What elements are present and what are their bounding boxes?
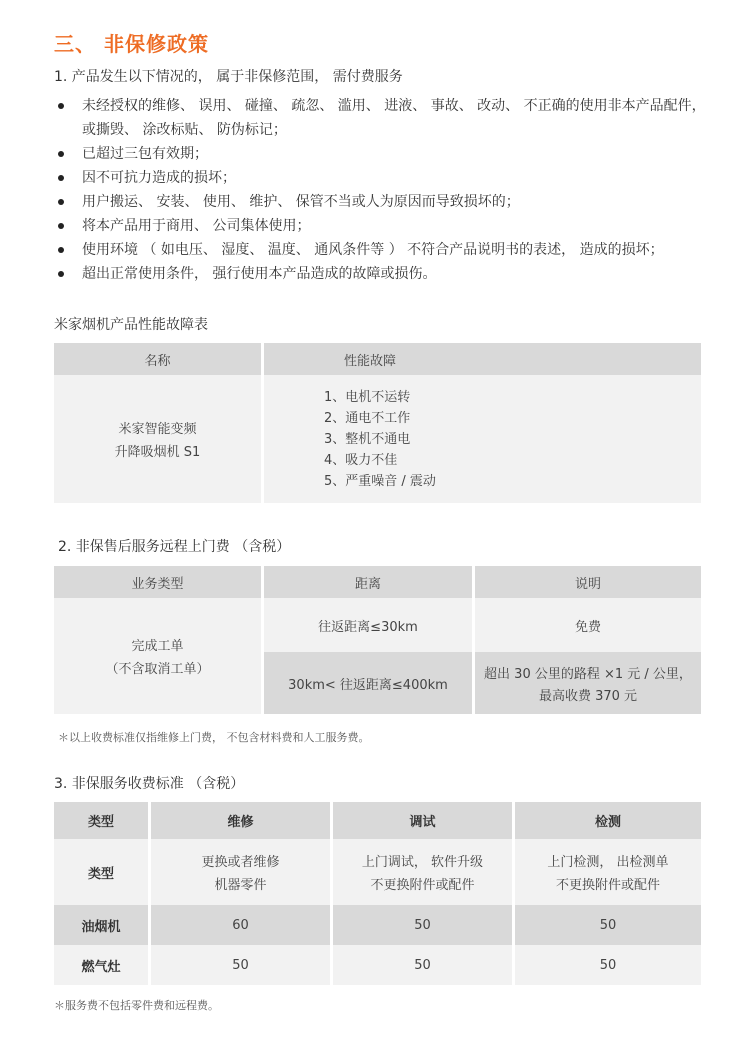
price-cell: 50 (333, 905, 512, 945)
note-line: 超出 30 公里的路程 ×1 元 / 公里， (484, 666, 692, 682)
row-label: 类型 (54, 839, 148, 905)
desc-line: 不更换附件或配件 (555, 878, 660, 893)
fault-table-heading: 米家烟机产品性能故障表 (54, 317, 208, 333)
price-cell: 60 (151, 905, 330, 945)
service-type-line: 完成工单 (131, 639, 184, 654)
debug-desc-cell (333, 839, 512, 905)
list-item-text: 未经授权的维修、 误用、 碰撞、 疏忽、 滥用、 进液、 事故、 改动、 不正确的使用非本产品配件， 或撕毁、 涂改标贴、 防伪标记； (82, 98, 706, 138)
table-header: 名称 (54, 343, 261, 375)
table-header: 说明 (475, 566, 701, 598)
distance-cell: 往返距离≤30km (264, 598, 472, 652)
list-item (54, 262, 714, 286)
list-item (54, 166, 714, 190)
price-cell: 50 (151, 945, 330, 985)
desc-line: 不更换附件或配件 (370, 878, 475, 893)
list-item-text: 使用环境 （ 如电压、 湿度、 温度、 通风条件等 ） 不符合产品说明书的表述， 造成的损坏； (82, 242, 664, 258)
table-header: 距离 (264, 566, 472, 598)
service-fee-heading: 3. 非保服务收费标准 （含税） (54, 776, 245, 792)
bullet-icon (58, 103, 64, 109)
row-label: 燃气灶 (54, 945, 148, 985)
fault-item: 1、电机不运转 (324, 389, 411, 405)
fault-item: 4、吸力不佳 (324, 452, 398, 468)
price-cell: 50 (333, 945, 512, 985)
bullet-icon (58, 247, 64, 253)
non-warranty-intro: 1. 产品发生以下情况的， 属于非保修范围， 需付费服务 (54, 69, 403, 85)
note-cell (475, 652, 701, 714)
list-item-text: 超出正常使用条件， 强行使用本产品造成的故障或损伤。 (82, 266, 437, 282)
fault-item: 3、整机不通电 (324, 431, 411, 447)
bullet-icon (58, 151, 64, 157)
list-item-text: 将本产品用于商用、 公司集体使用； (82, 218, 311, 234)
table-header: 维修 (151, 802, 330, 839)
desc-line: 上门检测， 出检测单 (547, 855, 669, 870)
list-item-text: 用户搬运、 安装、 使用、 维护、 保管不当或人为原因而导致损坏的； (82, 194, 520, 210)
bullet-icon (58, 175, 64, 181)
section-title: 三、 非保修政策 (54, 32, 209, 56)
list-item-text: 因不可抗力造成的损坏； (82, 170, 236, 186)
list-item (54, 94, 714, 142)
bullet-icon (58, 271, 64, 277)
list-item (54, 190, 714, 214)
product-name-line: 米家智能变频 (118, 422, 197, 437)
list-item (54, 238, 714, 262)
fault-list-cell (264, 375, 701, 503)
service-type-cell (54, 598, 261, 714)
list-item (54, 214, 714, 238)
service-type-line: （不含取消工单） (105, 662, 210, 677)
test-desc-cell (515, 839, 701, 905)
non-warranty-list (54, 94, 714, 286)
desc-line: 更换或者维修 (201, 855, 280, 870)
service-fee-footnote: ＊服务费不包括零件费和远程费。 (54, 999, 219, 1012)
note-cell: 免费 (475, 598, 701, 652)
note-line: 最高收费 370 元 (538, 688, 638, 704)
repair-desc-cell (151, 839, 330, 905)
fault-item: 2、通电不工作 (324, 410, 411, 426)
desc-line: 上门调试， 软件升级 (361, 855, 484, 870)
bullet-icon (58, 199, 64, 205)
fault-item: 5、严重噪音 / 震动 (324, 473, 436, 489)
product-name-cell (54, 375, 261, 503)
distance-cell: 30km< 往返距离≤400km (264, 652, 472, 714)
table-header: 性能故障 (264, 343, 701, 375)
remote-fee-heading: 2. 非保售后服务远程上门费 （含税） (58, 539, 291, 555)
remote-fee-footnote: ＊以上收费标准仅指维修上门费， 不包含材料费和人工服务费。 (58, 731, 370, 744)
list-item (54, 142, 714, 166)
bullet-icon (58, 223, 64, 229)
table-header: 检测 (515, 802, 701, 839)
service-fee-table (51, 802, 704, 985)
row-label: 油烟机 (54, 905, 148, 945)
table-header: 类型 (54, 802, 148, 839)
desc-line: 机器零件 (214, 878, 267, 893)
remote-fee-table (51, 566, 704, 714)
fault-table (51, 343, 704, 503)
product-name-line: 升降吸烟机 S1 (114, 445, 201, 460)
table-header: 业务类型 (54, 566, 261, 598)
table-header: 调试 (333, 802, 512, 839)
price-cell: 50 (515, 945, 701, 985)
price-cell: 50 (515, 905, 701, 945)
list-item-text: 已超过三包有效期； (82, 146, 208, 162)
